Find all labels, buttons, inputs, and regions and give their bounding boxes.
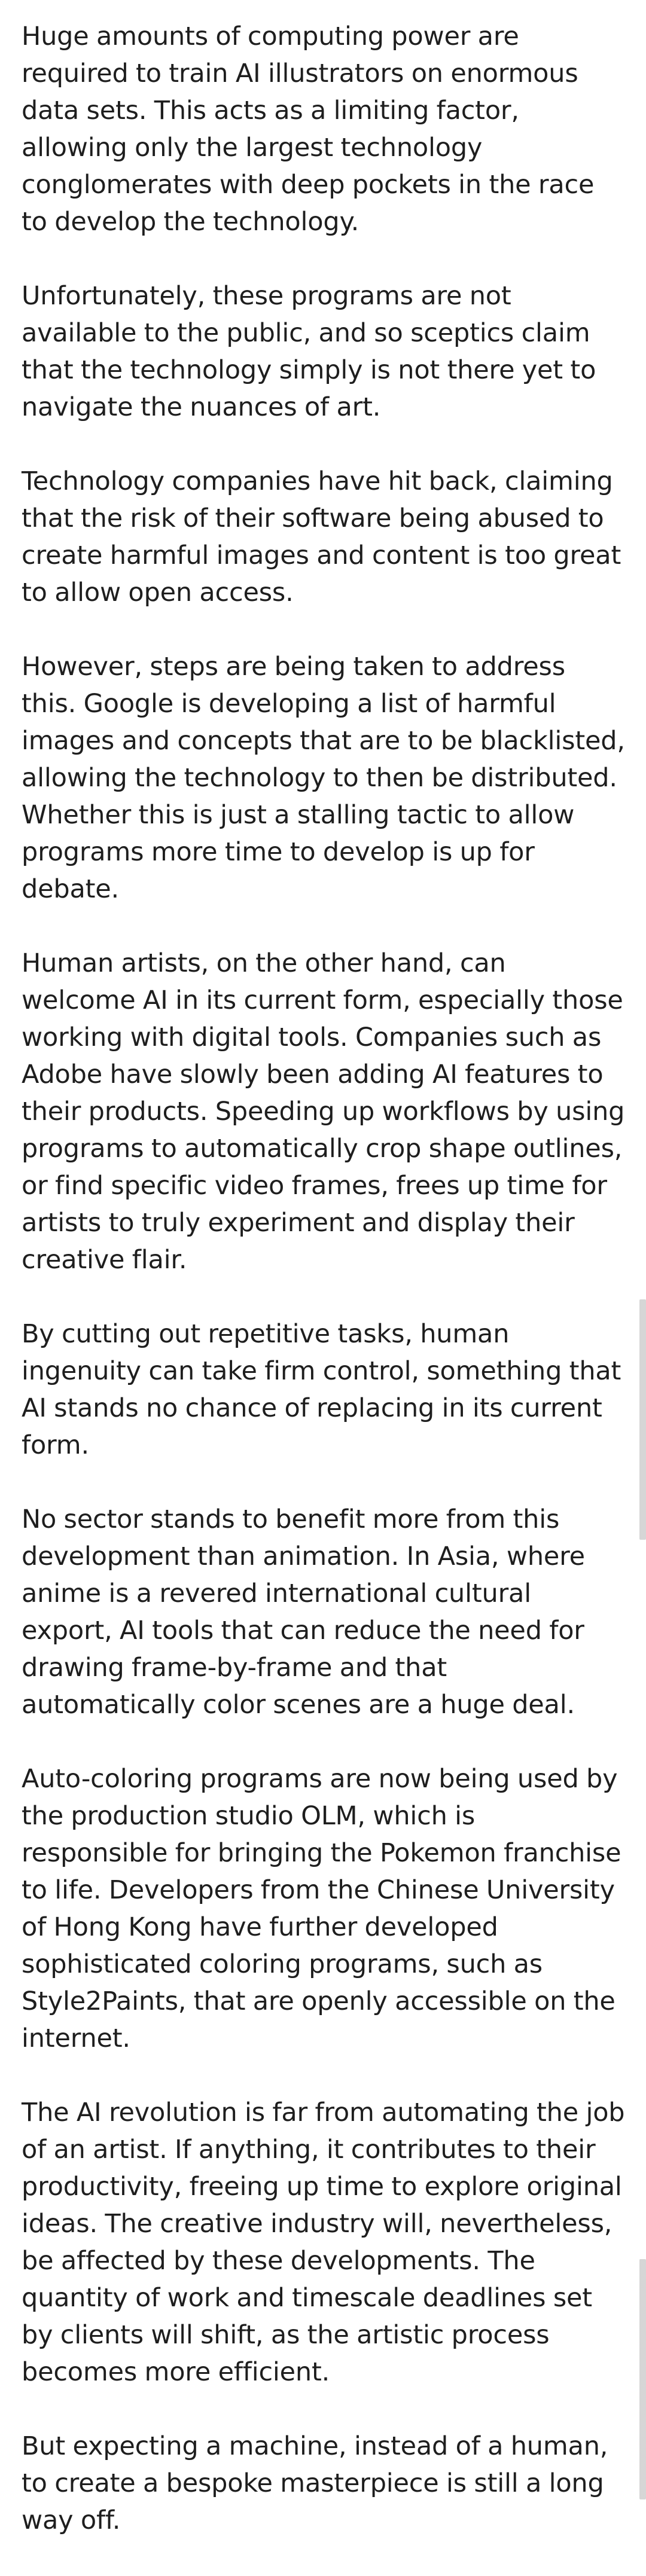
paragraph-3: Technology companies have hit back, claiming that the risk of their software being abused to create harmful images and content is too great to allow open access. <box>22 466 621 608</box>
article-body <box>22 18 626 2576</box>
scrollbar-thumb[interactable] <box>639 1299 646 1540</box>
paragraph-4: However, steps are being taken to address this. Google is developing a list of harmful images and concepts that are to be blacklisted, allowing the technology to then be distributed. Whether this is just a stalling tactic to allow programs more time to develop is up for debate. <box>22 652 625 904</box>
paragraph-2: Unfortunately, these programs are not available to the public, and so sceptics claim that the technology simply is not there yet to navigate the nuances of art. <box>22 281 596 422</box>
paragraph-7: No sector stands to benefit more from this development than animation. In Asia, where anime is a revered international cultural export, AI tools that can reduce the need for drawing frame-by-frame and that automatically color scenes are a huge deal. <box>22 1504 585 1720</box>
paragraph-1: Huge amounts of computing power are required to train AI illustrators on enormous data sets. This acts as a limiting factor, allowing only the largest technology conglomerates with deep pockets in the race to develop the technology. <box>22 22 595 237</box>
paragraph-8: Auto-coloring programs are now being used by the production studio OLM, which is responsible for bringing the Pokemon franchise to life. Developers from the Chinese University of Hong Kong have further developed sophisticated coloring programs, such as Style2Paints, that are openly accessible on the internet. <box>22 1764 621 2053</box>
paragraph-10: But expecting a machine, instead of a human, to create a bespoke masterpiece is still a long way off. <box>22 2431 608 2535</box>
paragraph-9: The AI revolution is far from automating the job of an artist. If anything, it contributes to their productivity, freeing up time to explore original ideas. The creative industry will, nevertheless, be affected by these developments. The quantity of work and timescale deadlines set by clients will shift, as the artistic process becomes more efficient. <box>22 2098 625 2387</box>
paragraph-5: Human artists, on the other hand, can welcome AI in its current form, especially those working with digital tools. Companies such as Adobe have slowly been adding AI features to their products. Speeding up workflows by using programs to automatically crop shape outlines, or find specific video frames, frees up time for artists to truly experiment and display their creative flair. <box>22 948 625 1275</box>
paragraph-6: By cutting out repetitive tasks, human ingenuity can take firm control, something that AI stands no chance of replacing in its current form. <box>22 1319 621 1460</box>
scrollbar-thumb-lower[interactable] <box>639 2259 646 2499</box>
